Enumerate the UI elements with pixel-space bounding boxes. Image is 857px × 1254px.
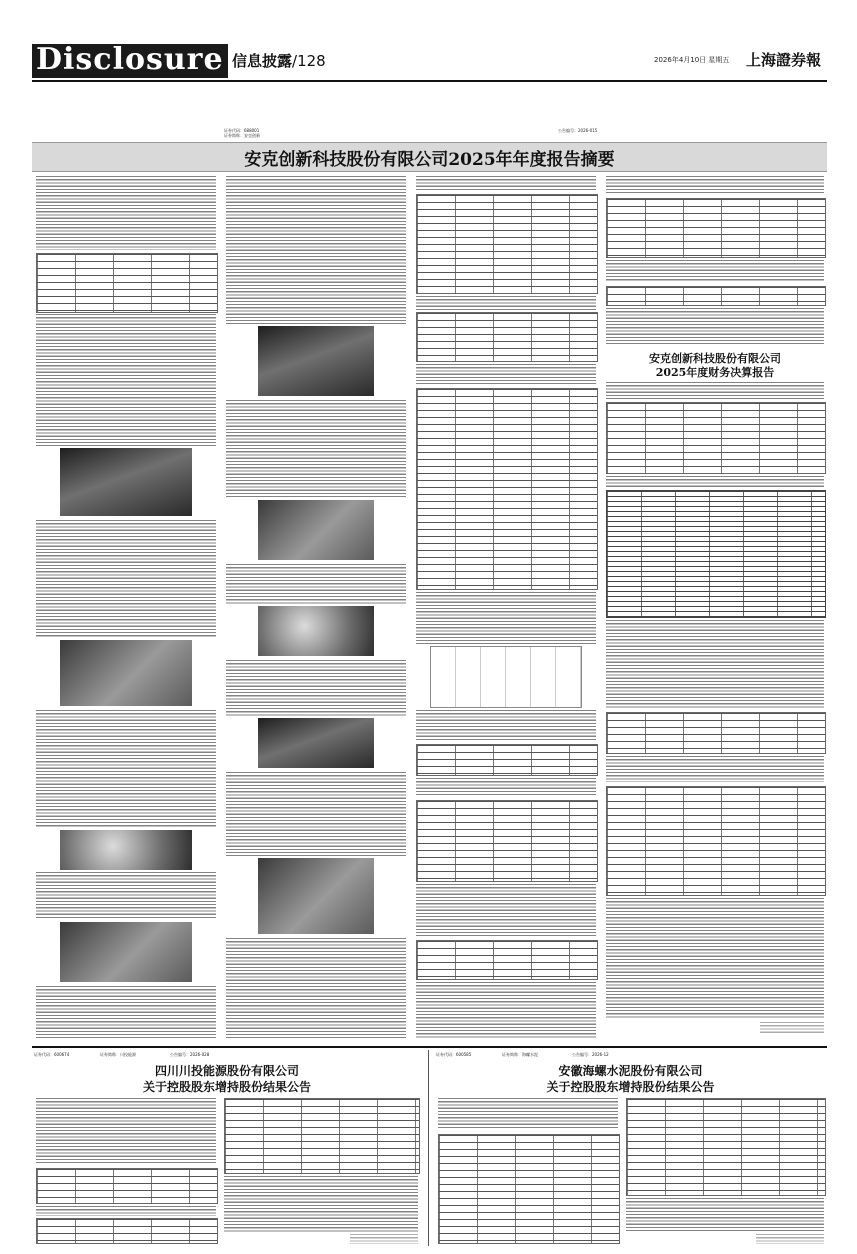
footer-left-table-3 bbox=[224, 1098, 420, 1174]
section-title bbox=[232, 50, 326, 71]
product-photo-8 bbox=[258, 718, 374, 768]
footer-left-table-2 bbox=[36, 1218, 218, 1244]
col1-body-text-5 bbox=[36, 872, 216, 920]
product-photo-1 bbox=[60, 448, 192, 516]
footer-left-abbr: 证券简称：川投能源 bbox=[100, 1052, 136, 1057]
col1-body-text-1 bbox=[36, 176, 216, 250]
col2-body-text-2 bbox=[226, 400, 406, 498]
footer-left-body-2 bbox=[36, 1206, 216, 1216]
footer-left-table-1 bbox=[36, 1168, 218, 1204]
col3-shareholder-table bbox=[416, 388, 598, 590]
header-rule bbox=[32, 80, 827, 82]
footer-right-table-2 bbox=[626, 1098, 826, 1196]
footer-vertical-divider bbox=[428, 1050, 429, 1246]
footer-left-code: 证券代码：600674 bbox=[34, 1052, 70, 1057]
newspaper-logo: 上海證券報 bbox=[746, 51, 822, 69]
footer-right-number: 公告编号：2026-12 bbox=[572, 1052, 609, 1057]
page-number: /128 bbox=[292, 52, 326, 70]
col1-body-text-2 bbox=[36, 314, 216, 446]
top-notice-abbr: 证券简称：安克创新 bbox=[224, 133, 260, 138]
masthead-logo: Disclosure bbox=[36, 42, 224, 77]
col3-bond-detail-table bbox=[416, 940, 598, 980]
col1-body-text-4 bbox=[36, 710, 216, 828]
col4-body-text-8 bbox=[606, 898, 824, 1018]
col4-signature bbox=[760, 1022, 824, 1034]
col1-body-text-6 bbox=[36, 986, 216, 1038]
col2-body-text-6 bbox=[226, 938, 406, 1038]
col2-body-text-1 bbox=[226, 176, 406, 324]
col4-cashflow-table bbox=[606, 786, 826, 896]
financial-report-company: 安克创新科技股份有限公司 bbox=[649, 352, 781, 365]
col4-body-text-3 bbox=[606, 308, 824, 344]
col3-body-text-1 bbox=[416, 176, 596, 190]
col4-body-text-2 bbox=[606, 260, 824, 282]
col4-segment-table bbox=[606, 198, 826, 258]
footer-left-title-1: 四川川投能源股份有限公司 bbox=[154, 1064, 299, 1078]
section-title-text: 信息披露 bbox=[232, 52, 293, 70]
col4-balance-sheet-table bbox=[606, 490, 826, 618]
col4-body-text-4 bbox=[606, 382, 824, 400]
product-photo-4 bbox=[60, 922, 192, 982]
col3-body-text-2 bbox=[416, 296, 596, 310]
product-photo-3 bbox=[60, 830, 192, 870]
col3-financial-table-1 bbox=[416, 194, 598, 294]
col3-rating-table bbox=[416, 800, 598, 882]
product-photo-2 bbox=[60, 640, 192, 706]
col2-body-text-3 bbox=[226, 564, 406, 604]
footer-left-number: 公告编号：2026-028 bbox=[170, 1052, 210, 1057]
footer-left-title-2: 关于控股股东增持股份结果公告 bbox=[142, 1080, 311, 1094]
top-notice-code: 证券代码：688001 bbox=[224, 128, 260, 133]
col3-body-text-5 bbox=[416, 710, 596, 740]
section-divider bbox=[32, 1046, 827, 1048]
footer-left-body-1 bbox=[36, 1098, 216, 1164]
col4-body-text-1 bbox=[606, 176, 824, 194]
col3-body-text-3 bbox=[416, 364, 596, 384]
product-photo-6 bbox=[258, 500, 374, 560]
footer-right-body-2 bbox=[626, 1198, 824, 1232]
footer-right-title-1: 安徽海螺水泥股份有限公司 bbox=[558, 1064, 703, 1078]
shareholding-chart bbox=[430, 646, 582, 708]
page-title: 安克创新科技股份有限公司2025年年度报告摘要 bbox=[244, 150, 615, 170]
col4-income-table bbox=[606, 712, 826, 754]
top-notice-number: 公告编号：2026-015 bbox=[558, 128, 598, 133]
col4-financial-summary-table bbox=[606, 402, 826, 474]
col4-body-text-5 bbox=[606, 476, 824, 488]
financial-report-title: 2025年度财务决算报告 bbox=[655, 366, 775, 379]
product-photo-7 bbox=[258, 606, 374, 656]
col4-region-table bbox=[606, 286, 826, 306]
col2-body-text-4 bbox=[226, 660, 406, 716]
col1-body-text-3 bbox=[36, 520, 216, 638]
col3-body-text-4 bbox=[416, 592, 596, 644]
footer-right-body-1 bbox=[438, 1098, 618, 1130]
col3-body-text-8 bbox=[416, 982, 596, 1038]
col3-quarterly-table bbox=[416, 312, 598, 362]
product-photo-5 bbox=[258, 326, 374, 396]
footer-right-signature bbox=[756, 1234, 824, 1244]
footer-left-signature bbox=[350, 1234, 418, 1244]
footer-right-title-2: 关于控股股东增持股份结果公告 bbox=[546, 1080, 715, 1094]
col1-stock-table bbox=[36, 253, 218, 313]
footer-left-body-3 bbox=[224, 1176, 418, 1232]
col3-bond-table bbox=[416, 744, 598, 776]
col4-body-text-6 bbox=[606, 620, 824, 708]
date-line: 2026年4月10日 星期五 bbox=[654, 56, 730, 64]
col2-body-text-5 bbox=[226, 772, 406, 856]
footer-right-abbr: 证券简称：海螺水泥 bbox=[502, 1052, 538, 1057]
col3-body-text-7 bbox=[416, 884, 596, 936]
footer-right-table-1 bbox=[438, 1134, 620, 1244]
product-photo-9 bbox=[258, 858, 374, 934]
col3-body-text-6 bbox=[416, 778, 596, 796]
col4-body-text-7 bbox=[606, 756, 824, 782]
footer-right-code: 证券代码：600585 bbox=[436, 1052, 472, 1057]
